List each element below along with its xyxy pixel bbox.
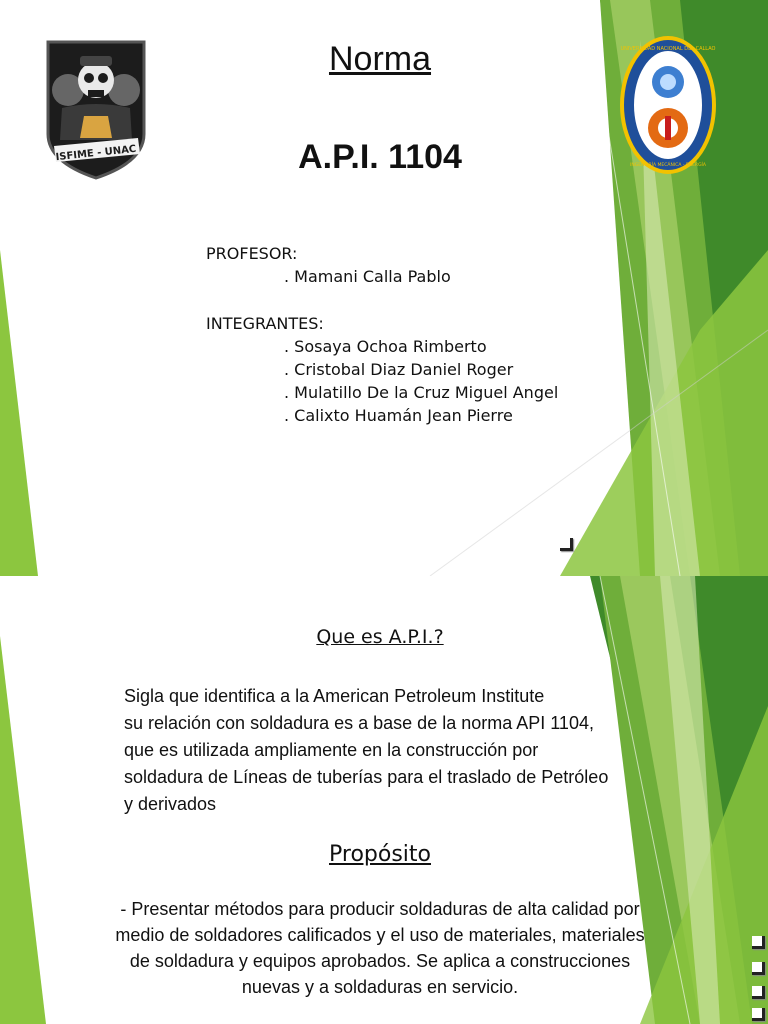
member-item: . Calixto Huamán Jean Pierre [284, 406, 513, 425]
members-label: INTEGRANTES: [206, 314, 324, 333]
unac-logo [620, 36, 716, 174]
section-heading-purpose: Propósito [329, 842, 431, 867]
professor-name: . Mamani Calla Pablo [284, 267, 451, 286]
purpose-line: de soldadura y equipos aprobados. Se aplica a construcciones [129, 951, 631, 971]
slide-nav-icon[interactable] [752, 962, 765, 975]
slide-nav-icon[interactable] [752, 936, 765, 949]
section-heading-what-is-api: Que es A.P.I.? [316, 626, 444, 648]
left-green-stripe [0, 250, 38, 576]
api-definition-line: y derivados [124, 794, 217, 814]
member-item: . Cristobal Diaz Daniel Roger [284, 360, 514, 379]
isfime-logo [40, 38, 152, 180]
isfime-logo-text: ISFIME - UNAC [55, 143, 137, 164]
api-definition-line: su relación con soldadura es a base de la norma API 1104, [124, 713, 594, 733]
member-item: . Mulatillo De la Cruz Miguel Angel [284, 383, 559, 402]
left-green-wedge [0, 636, 46, 1024]
unac-logo-text: UNIVERSIDAD NACIONAL DEL CALLAO [620, 46, 716, 52]
slide-title-norma: Norma [328, 40, 432, 78]
slide-subtitle-api: A.P.I. 1104 [298, 138, 462, 176]
slide-content [0, 576, 768, 1024]
api-definition-line: soldadura de Líneas de tuberías para el traslado de Petróleo [124, 767, 609, 787]
api-definition-line: que es utilizada ampliamente en la construcción por [124, 740, 539, 760]
slide-nav-icon[interactable] [752, 986, 765, 999]
slide-nav-icon[interactable] [560, 538, 573, 551]
purpose-line: - Presentar métodos para producir soldaduras de alta calidad por [120, 899, 640, 919]
unac-logo-subtext: INGENIERÍA MECÁNICA - ENERGÍA [630, 163, 706, 168]
professor-label: PROFESOR: [206, 244, 298, 263]
api-definition-line: Sigla que identifica a la American Petroleum Institute [124, 686, 545, 706]
member-item: . Sosaya Ochoa Rimberto [284, 337, 487, 356]
purpose-line: nuevas y a soldaduras en servicio. [241, 977, 519, 997]
slide-nav-icon[interactable] [752, 1008, 765, 1021]
purpose-line: medio de soldadores calificados y el uso de materiales, materiales [115, 925, 645, 945]
